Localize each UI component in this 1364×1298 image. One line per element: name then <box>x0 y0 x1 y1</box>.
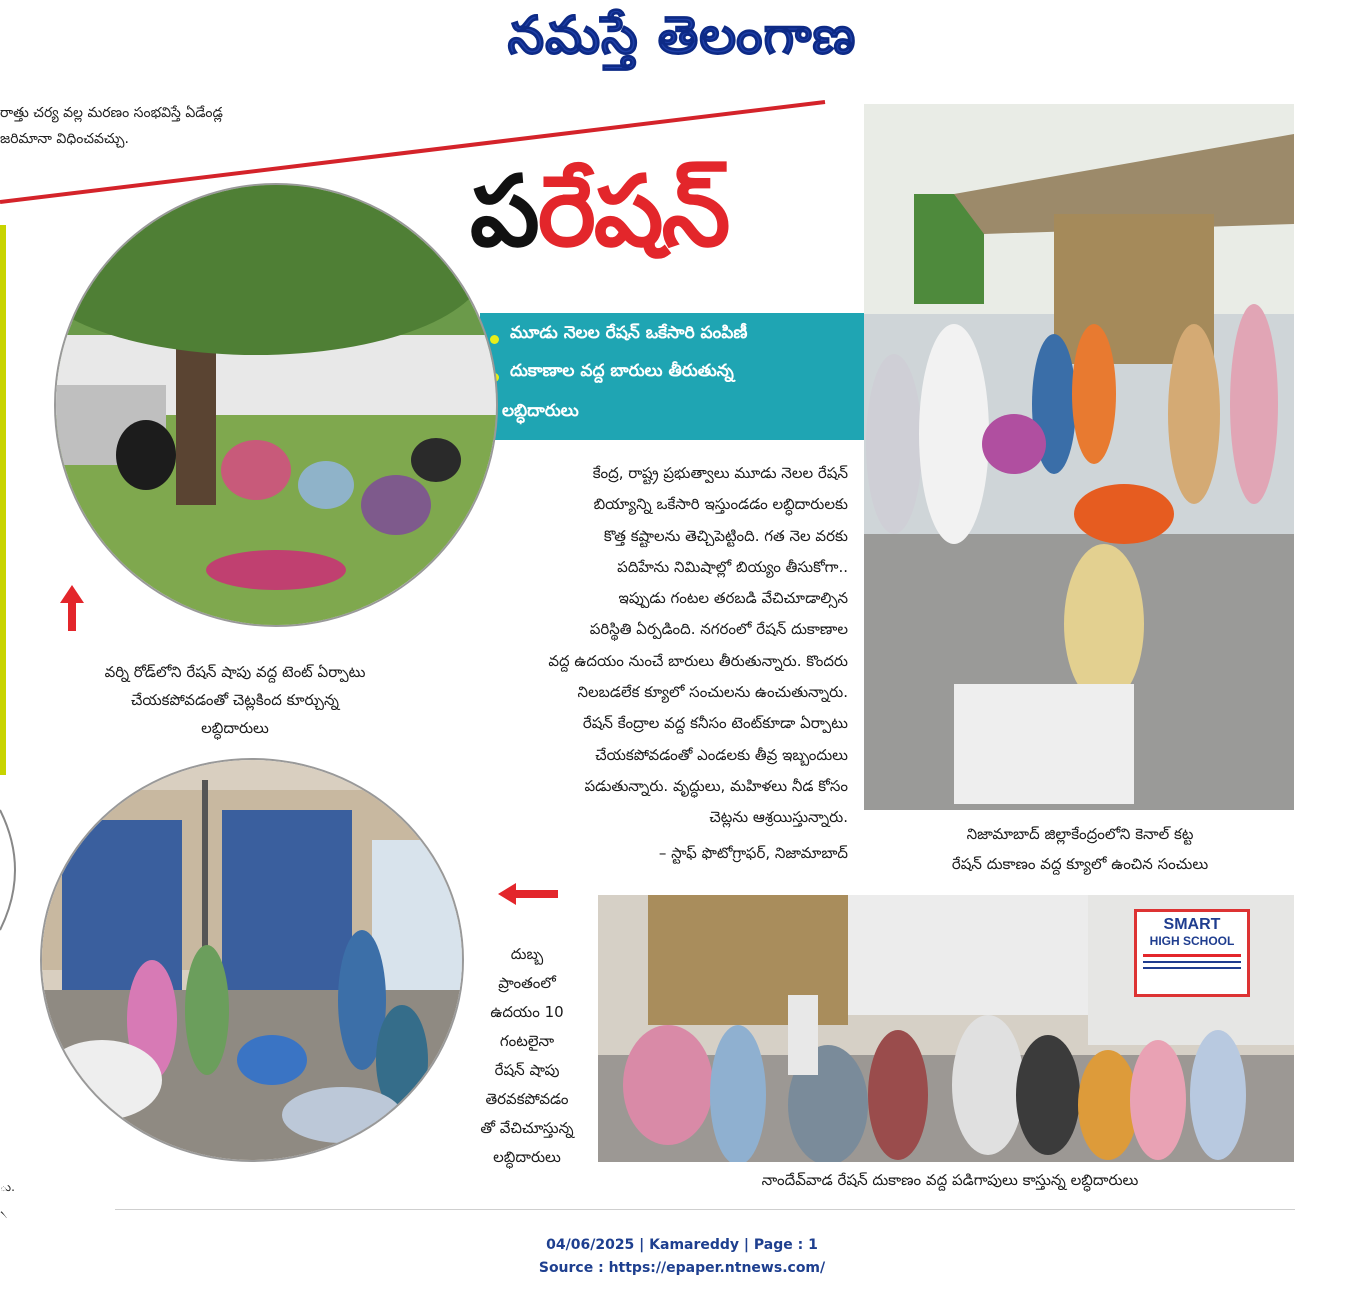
school-sign-line-2: HIGH SCHOOL <box>1149 934 1235 948</box>
caption-line: ఉదయం 10 <box>490 1003 564 1021</box>
body-line: పడుతున్నారు. వృద్ధులు, మహిళలు నీడ కోసం <box>584 776 848 795</box>
headline <box>470 152 728 272</box>
nandevwada-photo <box>598 895 1294 1162</box>
footer-date-line: 04/06/2025 | Kamareddy | Page : 1 <box>546 1237 818 1253</box>
caption-line: రేషన్ షాపు <box>494 1061 560 1079</box>
caption-line: లబ్ధిదారులు <box>493 1148 561 1166</box>
highlight-3: లబ్ధిదారులు <box>502 401 579 421</box>
caption-line: లబ్ధిదారులు <box>201 719 269 737</box>
nandevwada-photo-caption: నాందేవ్‌వాడ రేషన్ దుకాణం వద్ద పడిగాపులు కాస్తున్న లబ్ధిదారులు <box>761 1171 1139 1189</box>
caption-line: తెరవకపోవడం <box>485 1090 569 1108</box>
caption-line: రేషన్ దుకాణం వద్ద క్యూలో ఉంచిన సంచులు <box>951 855 1209 873</box>
caption-line: తో వేచిచూస్తున్న <box>480 1119 574 1137</box>
footer-source-line: Source : https://epaper.ntnews.com/ <box>538 1260 826 1276</box>
school-sign <box>1134 909 1250 997</box>
body-line: ఇప్పుడు గంటల తరబడి వేచిచూడాల్సిన <box>618 589 848 608</box>
highlights-box <box>480 313 864 440</box>
edge-glyph: ు. <box>0 1180 15 1194</box>
snippet-line-2: జరిమానా విధించవచ్చు. <box>0 131 129 147</box>
tree-photo-caption <box>40 658 430 742</box>
body-line: చెట్లను ఆశ్రయిస్తున్నారు. <box>709 808 848 827</box>
body-line: నిలబడలేక క్యూలో సంచులను ఉంచుతున్నారు. <box>577 683 848 702</box>
caption-line: దుబ్బ <box>510 945 544 963</box>
highlight-2: దుకాణాల వద్ద బారులు తీరుతున్న <box>510 361 734 381</box>
snippet-line-1: రాత్తు చర్య వల్ల మరణం సంభవిస్తే ఏడేండ్ల <box>0 105 223 121</box>
body-line: పరిస్థితి ఏర్పడింది. నగరంలో రేషన్ దుకాణాల <box>589 620 848 639</box>
byline: – స్టాఫ్ ఫొటోగ్రాఫర్, నిజామాబాద్ <box>658 844 848 862</box>
accent-bar <box>0 225 6 775</box>
article-body <box>440 458 848 834</box>
dubba-photo-caption <box>462 940 592 1172</box>
body-line: పదిహేను నిమిషాల్లో బియ్యం తీసుకోగా.. <box>617 557 848 576</box>
body-line: బియ్యాన్ని ఒకేసారి ఇస్తుండడం లబ్ధిదారులకు <box>593 495 848 514</box>
decorative-arc <box>0 800 30 940</box>
arrow-up-icon <box>60 585 84 633</box>
highlight-1: మూడు నెలల రేషన్ ఒకేసారి పంపిణీ <box>510 323 748 343</box>
dubba-photo <box>40 758 464 1162</box>
edge-glyph: ৲ <box>0 1203 8 1217</box>
body-line: చేయకపోవడంతో ఎండలకు తీవ్ర ఇబ్బందులు <box>595 745 848 764</box>
caption-line: వర్ని రోడ్‌లోని రేషన్ షాపు వద్ద టెంట్ ఏర్పాటు <box>104 663 366 681</box>
caption-line: గంటలైనా <box>499 1032 555 1050</box>
body-line: వద్ద ఉదయం నుంచే బారులు తీరుతున్నారు. కొందరు <box>548 651 848 670</box>
body-line: కేంద్ర, రాష్ట్ర ప్రభుత్వాలు మూడు నెలల రేషన్ <box>592 464 848 482</box>
caption-line: చేయకపోవడంతో చెట్లకింద కూర్చున్న <box>130 691 339 709</box>
caption-line: ప్రాంతంలో <box>498 974 556 992</box>
canal-photo <box>864 104 1294 810</box>
tree-photo <box>54 183 498 627</box>
body-line: కొత్త కష్టాలను తెచ్చిపెట్టింది. గత నెల వరకు <box>603 526 848 545</box>
caption-line: నిజామాబాద్ జిల్లాకేంద్రంలోని కెనాల్ కట్ట <box>966 825 1194 843</box>
headline-prefix: ప <box>470 155 538 269</box>
arrow-left-icon <box>498 883 558 905</box>
school-sign-line-1: SMART <box>1163 916 1221 933</box>
canal-photo-caption <box>870 819 1290 879</box>
bullet-icon <box>490 335 499 344</box>
masthead-title: నమస్తే తెలంగాణ <box>507 6 857 66</box>
body-line: రేషన్ కేంద్రాల వద్ద కనీసం టెంట్‌కూడా ఏర్పాటు <box>582 714 848 733</box>
headline-main: రేషన్ <box>537 155 729 269</box>
footer-rule <box>115 1209 1295 1210</box>
